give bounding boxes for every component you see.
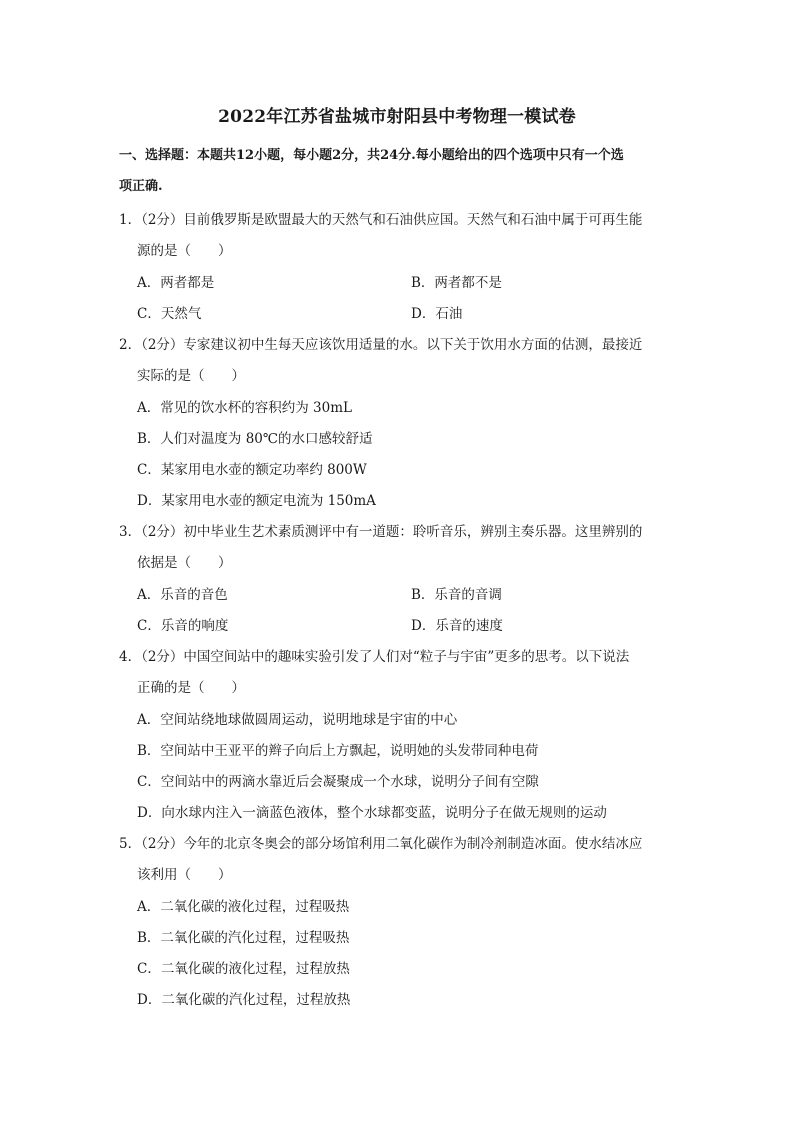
question-stem: 1．（2分）目前俄罗斯是欧盟最大的天然气和石油供应国。天然气和石油中属于可再生能 xyxy=(119,212,643,228)
option-d: D．向水球内注入一滴蓝色液体，整个水球都变蓝，说明分子在做无规则的运动 xyxy=(137,805,607,821)
question-stem: 4．（2分）中国空间站中的趣味实验引发了人们对“粒子与宇宙”更多的思考。以下说法 xyxy=(119,649,630,665)
question-stem-cont: 正确的是（ ） xyxy=(137,680,245,696)
question-stem-cont: 该利用（ ） xyxy=(137,867,232,883)
option-b: B．空间站中王亚平的辫子向后上方飘起，说明她的头发带同种电荷 xyxy=(137,743,539,759)
section-heading xyxy=(119,140,679,202)
option-c: C．空间站中的两滴水靠近后会凝聚成一个水球，说明分子间有空隙 xyxy=(137,774,539,790)
option-c: C．二氧化碳的液化过程，过程放热 xyxy=(137,961,350,977)
question-stem: 2．（2分）专家建议初中生每天应该饮用适量的水。以下关于饮用水方面的估测，最接近 xyxy=(119,337,643,353)
option-d: D．二氧化碳的汽化过程，过程放热 xyxy=(137,992,351,1008)
option-c: C．天然气 xyxy=(137,306,202,322)
option-a: A．二氧化碳的液化过程，过程吸热 xyxy=(137,899,350,915)
option-b: B．乐音的音调 xyxy=(411,587,502,603)
option-c: C．乐音的响度 xyxy=(137,618,229,634)
option-b: B．两者都不是 xyxy=(411,275,502,291)
option-a: A．常见的饮水杯的容积约为 30mL xyxy=(137,400,352,416)
option-a: A．空间站绕地球做圆周运动，说明地球是宇宙的中心 xyxy=(137,712,458,728)
option-b: B．二氧化碳的汽化过程，过程吸热 xyxy=(137,930,350,946)
question-stem-cont: 源的是（ ） xyxy=(137,243,232,259)
question-stem: 3．（2分）初中毕业生艺术素质测评中有一道题：聆听音乐，辨别主奏乐器。这里辨别的 xyxy=(119,524,643,540)
section-heading-line2: 项正确. xyxy=(119,179,163,194)
option-d: D．石油 xyxy=(411,306,463,322)
question-stem-cont: 实际的是（ ） xyxy=(137,368,245,384)
page-title: 2022年江苏省盐城市射阳县中考物理一模试卷 xyxy=(218,107,576,127)
section-heading-line1: 一、选择题：本题共12小题，每小题2分，共24分.每小题给出的四个选项中只有一个选 xyxy=(119,148,624,163)
option-c: C．某家用电水壶的额定功率约 800W xyxy=(137,462,367,478)
option-d: D．乐音的速度 xyxy=(411,618,503,634)
option-d: D．某家用电水壶的额定电流为 150mA xyxy=(137,493,376,509)
option-a: A．两者都是 xyxy=(137,275,215,291)
option-b: B．人们对温度为 80℃的水口感较舒适 xyxy=(137,431,373,447)
question-stem: 5．（2分）今年的北京冬奥会的部分场馆利用二氧化碳作为制冷剂制造冰面。使水结冰应 xyxy=(119,836,643,852)
option-a: A．乐音的音色 xyxy=(137,587,228,603)
question-stem-cont: 依据是（ ） xyxy=(137,555,232,571)
